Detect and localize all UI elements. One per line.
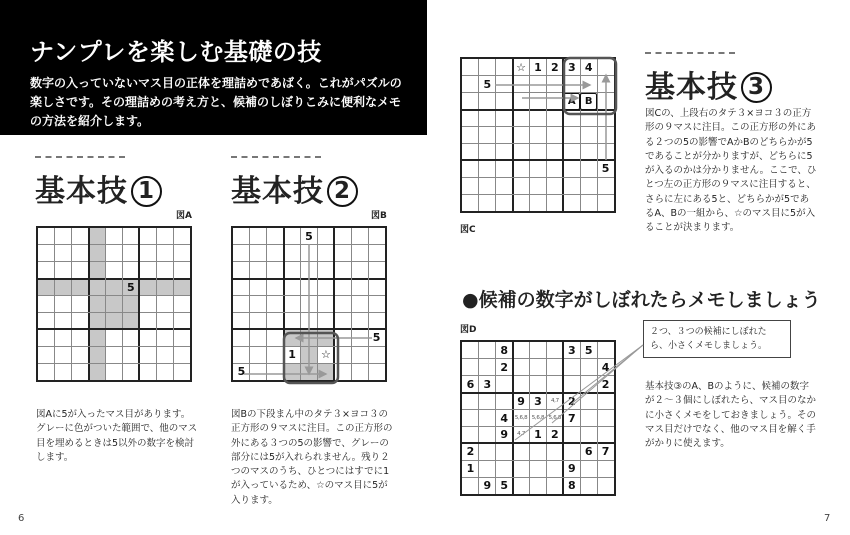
grid-cell-digit: 8: [500, 344, 509, 357]
gray-cell: [89, 228, 106, 245]
technique-3-heading: 基本技 3: [645, 52, 772, 106]
grid-cell-digit: 2: [466, 445, 475, 459]
technique-1-heading: 基本技 1: [35, 156, 162, 210]
gray-cell: [301, 363, 318, 380]
grid-cell-digit: 6: [466, 377, 475, 391]
technique-3-text: 図Cの、上段右のタテ３×ヨコ３の正方形の９マスに注目。この正方形の外にある２つの5の影響でAかBのどちらかが5であることが分かりますが、どちらに5が入るのかは分かりません。ここで、ひとつ左の正方形の９マスに注目すると、さらに左にある5と、どちらかが5であるA、Bの一組から、☆のマス目に5が入ることが決まります。: [645, 108, 817, 234]
grid-line: [462, 126, 614, 127]
grid-cell-digit: B: [580, 93, 597, 110]
grid-cell-digit: 7: [567, 411, 576, 425]
grid-line: [233, 346, 385, 347]
grid-cell-memo: 5,6,8: [531, 414, 545, 421]
intro-text: 数字の入っていないマス目の正体を理詰めであばく。これがパズルの楽しさです。その理詰めの考え方と、候補のしぼりこみに便利なメモの方法を紹介します。: [30, 76, 402, 128]
gray-cell: [89, 363, 106, 380]
grid-line: [562, 59, 564, 211]
grid-cell-digit: 7: [601, 445, 610, 459]
grid-line: [71, 228, 72, 380]
grid-cell-memo: 4,7: [550, 397, 559, 404]
grid-cell-digit: ☆: [516, 61, 527, 74]
grid-line: [38, 244, 190, 245]
grid-cell-digit: 1: [288, 348, 296, 362]
gray-cell: [72, 279, 89, 296]
grid-cell-digit: 9: [567, 462, 576, 476]
grid-line: [462, 194, 614, 195]
gray-cell: [317, 363, 334, 380]
figure-d-label: 図D: [460, 325, 477, 335]
grid-line: [122, 228, 123, 380]
grid-cell-digit: 5: [584, 344, 593, 357]
technique-2-heading: 基本技 2: [231, 156, 358, 210]
grid-cell-digit: 1: [534, 428, 542, 442]
grid-cell-digit: 3: [567, 344, 576, 357]
grid-cell-memo: 5,6,8: [514, 414, 528, 421]
grid-cell-digit: 3: [483, 377, 492, 391]
grid-line: [138, 228, 140, 380]
grid-line: [156, 228, 157, 380]
memo-text: 基本技③のA、Bのように、候補の数字が２～３個にしぼれたら、マス目のなかに小さくメモをしておきましょう。そのマス目だけでなく、他のマス目を解く手がかりに使えます。: [645, 381, 817, 450]
sudoku-grid-a: [36, 226, 192, 382]
figure-c-label: 図C: [460, 225, 476, 235]
grid-cell-digit: 5: [601, 162, 610, 176]
grid-line: [38, 295, 190, 296]
gray-cell: [89, 262, 106, 279]
figure-b-label: 図B: [371, 211, 387, 221]
grid-cell-digit: 3: [534, 394, 542, 408]
grid-line: [546, 59, 547, 211]
grid-cell-digit: 2: [551, 61, 559, 74]
grid-cell-digit: 1: [534, 61, 542, 74]
gray-cell: [173, 279, 190, 296]
technique-1-text: 図Aに5が入ったマス目があります。グレーに色がついた範囲で、他のマス目を埋めるときは5以外の数字を検討します。: [36, 409, 198, 463]
header-banner: [0, 0, 427, 135]
grid-cell-digit: 6: [584, 445, 593, 459]
gray-cell: [122, 312, 139, 329]
grid-line: [462, 159, 614, 161]
grid-line: [38, 278, 190, 280]
grid-cell-memo: 5,6,8: [548, 414, 562, 421]
grid-cell-digit: 9: [483, 479, 492, 493]
grid-line: [54, 228, 55, 380]
gray-cell: [106, 296, 123, 313]
sudoku-grid-b: [231, 226, 387, 382]
memo-callout: ２つ、３つの候補にしぼれたら、小さくメモしましょう。: [643, 320, 791, 358]
grid-cell-digit: 3: [567, 61, 576, 74]
grid-line: [38, 363, 190, 364]
grid-cell-digit: 1: [466, 462, 475, 476]
grid-cell-digit: 4: [584, 61, 593, 74]
gray-cell: [89, 245, 106, 262]
grid-line: [351, 228, 352, 380]
gray-cell: [122, 296, 139, 313]
gray-cell: [89, 329, 106, 346]
gray-cell: [139, 279, 156, 296]
grid-cell-memo: 4,7: [517, 431, 526, 438]
grid-cell-digit: 5: [127, 280, 135, 294]
grid-cell-digit: 5: [237, 365, 246, 379]
grid-cell-digit: 4: [500, 411, 509, 425]
gray-cell: [301, 346, 318, 363]
grid-line: [266, 228, 267, 380]
grid-cell-digit: 5: [305, 230, 313, 243]
grid-cell-digit: A: [563, 93, 580, 110]
grid-cell-digit: 4: [601, 360, 610, 374]
sudoku-grid-c: [460, 57, 616, 213]
gray-cell: [317, 329, 334, 346]
memo-section-title: ●候補の数字がしぼれたらメモしましょう: [462, 289, 821, 311]
grid-line: [233, 261, 385, 262]
gray-cell: [89, 346, 106, 363]
grid-line: [233, 363, 385, 364]
grid-cell-digit: 2: [567, 394, 576, 408]
grid-cell-digit: 8: [567, 479, 576, 493]
page-number-right: 7: [824, 513, 831, 524]
grid-line: [597, 59, 598, 211]
grid-line: [368, 228, 369, 380]
grid-cell-digit: ☆: [320, 348, 331, 362]
grid-line: [249, 228, 250, 380]
gray-cell: [89, 296, 106, 313]
grid-line: [512, 59, 514, 211]
grid-cell-digit: 5: [372, 331, 381, 345]
grid-cell-digit: 9: [517, 394, 525, 408]
grid-cell-digit: 9: [500, 428, 509, 442]
grid-line: [38, 261, 190, 262]
gray-cell: [284, 363, 301, 380]
grid-line: [173, 228, 174, 380]
gray-cell: [301, 329, 318, 346]
gray-cell: [55, 279, 72, 296]
grid-cell-digit: 5: [483, 77, 492, 91]
grid-cell-digit: 2: [500, 360, 509, 374]
grid-cell-digit: 5: [500, 479, 509, 493]
grid-cell-digit: 2: [601, 377, 610, 391]
sudoku-grid-d: [460, 340, 616, 496]
grid-line: [38, 346, 190, 347]
gray-cell: [106, 312, 123, 329]
grid-line: [233, 295, 385, 296]
page-title: ナンプレを楽しむ基礎の技: [30, 38, 322, 66]
gray-cell: [89, 312, 106, 329]
grid-line: [462, 177, 614, 178]
grid-line: [462, 143, 614, 144]
grid-line: [105, 228, 106, 380]
technique-2-text: 図Bの下段まん中のタテ３×ヨコ３の正方形の９マスに注目。この正方形の外にある３つの5の影響で、グレーの部分には5が入れられません。残り２つのマスのうち、ひとつにはすでに1が入っているため、☆のマス目に5が入ります。: [231, 409, 393, 506]
grid-line: [88, 228, 90, 380]
figure-a-label: 図A: [176, 211, 192, 221]
grid-line: [38, 328, 190, 330]
grid-line: [529, 59, 530, 211]
gray-cell: [106, 279, 123, 296]
grid-cell-digit: 2: [551, 428, 559, 442]
grid-line: [38, 312, 190, 313]
gray-cell: [89, 279, 106, 296]
page-number-left: 6: [18, 513, 25, 524]
gray-cell: [38, 279, 55, 296]
gray-cell: [156, 279, 173, 296]
grid-line: [233, 328, 385, 330]
grid-line: [233, 312, 385, 313]
grid-line: [580, 59, 581, 211]
gray-cell: [284, 329, 301, 346]
grid-line: [233, 278, 385, 280]
